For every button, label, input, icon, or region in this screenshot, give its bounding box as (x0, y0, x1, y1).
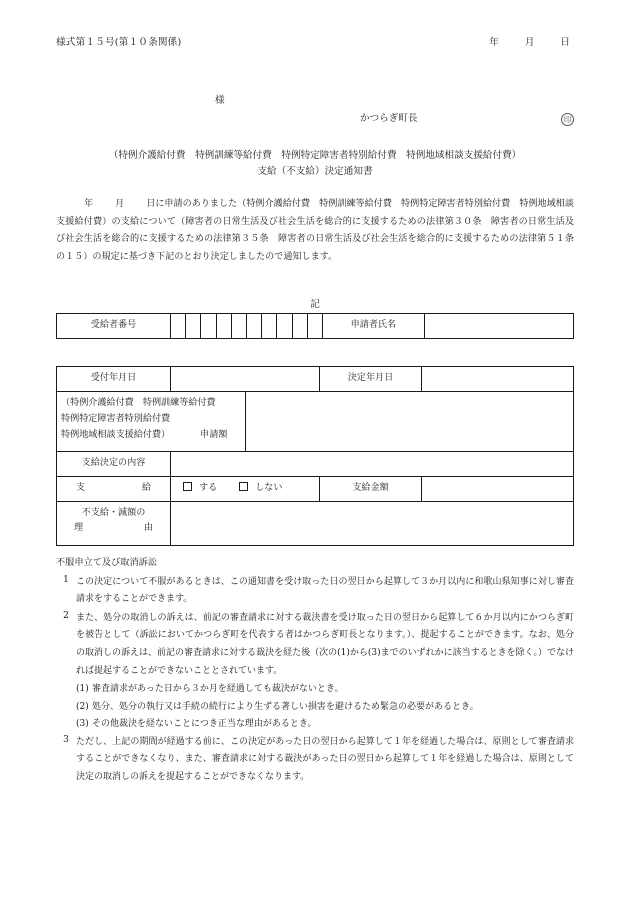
header-month-label: 月 (524, 37, 535, 48)
payment-amount-label: 支給金額 (320, 477, 422, 502)
payment-no-option[interactable] (239, 482, 282, 496)
decision-content-label: 支給決定の内容 (57, 452, 171, 477)
table-row (57, 477, 574, 502)
recipient-number-cell-1[interactable] (171, 314, 186, 339)
reason-label-line2a: 理 (74, 523, 84, 534)
recipient-number-cell-6[interactable] (246, 314, 261, 339)
receipt-date-value[interactable] (171, 367, 320, 392)
sub-note-text-1: 審査請求があった日から３か月を経過しても裁決がないとき。 (92, 684, 344, 695)
reason-label-line2b: 由 (143, 523, 153, 534)
payment-label (57, 477, 171, 502)
sub-note-number-3: (3) (76, 719, 89, 730)
claim-label-line2: 特例特定障害者特別給付費 (61, 413, 171, 424)
payment-no-label: しない (255, 483, 283, 494)
decision-date-label: 決定年月日 (320, 367, 422, 392)
issuer-name: かつらぎ町長 (360, 113, 418, 124)
reason-label (57, 502, 171, 546)
addressee-honorific: 様 (215, 95, 225, 106)
checkbox-pay-no[interactable] (239, 482, 248, 491)
list-item (56, 610, 574, 680)
decision-content-value[interactable] (171, 452, 574, 477)
list-item (76, 699, 574, 717)
table-row (57, 392, 574, 452)
claim-amount-label (57, 392, 246, 452)
ki-marker: 記 (310, 299, 320, 310)
header-year-label: 年 (489, 37, 499, 48)
list-item (56, 734, 574, 787)
body-lead-text: 日に申請のありました（特例介護給付費 特例訓練等給付費 特例特定障害者特別給付費 特例 (146, 199, 538, 209)
body-rest-text: 地域相談支援給付費）の支給について（障害者の日常生活及び社会生活を総合的に支援するための法律第３０条 障害者の日常生活及び社会生活を総合的に支援するための法律第３５条 障害者の日常生活及び社会生活を総合的に支援するための法律第５１条の１５）の規定に基づき下記のとおり決定しましたので通知します。 (56, 199, 574, 263)
body-month-label: 月 (115, 199, 125, 209)
body-year-label: 年 (84, 199, 94, 209)
payment-label-char2: 給 (141, 483, 151, 494)
seal-stamp-icon: 印 (561, 113, 574, 126)
sub-note-text-2: 処分、処分の執行又は手続の続行により生ずる著しい損害を避けるため緊急の必要があるとき。 (92, 701, 479, 712)
header-date-slots (489, 36, 570, 50)
table-row (57, 367, 574, 392)
recipient-number-cell-3[interactable] (201, 314, 216, 339)
reason-label-line1: 不支給・減額の (81, 508, 146, 518)
sub-note-number-2: (2) (76, 701, 89, 712)
issuer-line (360, 112, 574, 126)
recipient-number-cell-9[interactable] (292, 314, 307, 339)
note-number-2: 2 (63, 610, 69, 621)
table-row (57, 502, 574, 546)
table-row (57, 452, 574, 477)
recipient-table (56, 313, 574, 339)
payment-label-char1: 支 (76, 483, 86, 494)
page-title (56, 148, 574, 181)
page-title-line1: （特例介護給付費 特例訓練等給付費 特例特定障害者特別給付費 特例地域相談支援給付費） (108, 150, 522, 161)
form-number: 様式第１５号(第１０条関係) (56, 37, 182, 48)
payment-options (171, 477, 320, 502)
table-row (57, 314, 574, 339)
claim-label-line1: （特例介護給付費 特例訓練等給付費 (61, 398, 216, 408)
body-paragraph (56, 196, 574, 267)
sub-note-text-3: その他裁決を経ないことにつき正当な理由があるとき。 (92, 719, 317, 730)
reason-value[interactable] (171, 502, 574, 546)
note-number-3: 3 (63, 734, 69, 745)
decision-table (56, 366, 574, 546)
claim-amount-value[interactable] (245, 392, 574, 452)
claim-label-line3: 特例地域相談支援給付費） (61, 429, 171, 440)
applicant-name-label: 申請者氏名 (322, 314, 424, 339)
appeal-notes-section (56, 556, 574, 787)
header-day-label: 日 (560, 37, 570, 48)
recipient-number-cell-5[interactable] (231, 314, 246, 339)
payment-yes-option[interactable] (183, 482, 217, 496)
form-header (56, 36, 574, 50)
payment-yes-label: する (199, 483, 218, 494)
page-title-line2: 支給（不支給）決定通知書 (257, 166, 373, 178)
recipient-number-cell-2[interactable] (186, 314, 201, 339)
list-item (76, 681, 574, 699)
note-number-1: 1 (63, 574, 69, 585)
recipient-number-cell-7[interactable] (262, 314, 277, 339)
recipient-number-cell-10[interactable] (307, 314, 322, 339)
list-item (56, 574, 574, 609)
note-text-2: また、処分の取消しの訴えは、前記の審査請求に対する裁決書を受け取った日の翌日から起算して６か月以内にかつらぎ町を被告として（訴訟においてかつらぎ町を代表する者はかつらぎ町長となります。）、提起することができます。なお、処分の取消しの訴えは、前記の審査請求に対する裁決を経た後（次の(1)から(3)までのいずれかに該当するときを除く。）でなければ提起することができないこととされています。 (76, 612, 574, 676)
decision-date-value[interactable] (422, 367, 574, 392)
receipt-date-label: 受付年月日 (57, 367, 171, 392)
note-text-3: ただし、上記の期間が経過する前に、この決定があった日の翌日から起算して１年を経過した場合は、原則として審査請求することができなくなり、また、審査請求に対する裁決があった日の翌日から起算して１年を経過した場合は、原則として決定の取消しの訴えを提起することができなくなります。 (76, 736, 574, 782)
recipient-number-cell-8[interactable] (277, 314, 292, 339)
recipient-number-cell-4[interactable] (216, 314, 231, 339)
claim-label-line3-wrap (61, 428, 242, 444)
list-item (76, 716, 574, 734)
claim-label-amount: 申請額 (200, 429, 228, 440)
note-text-1: この決定について不服があるときは、この通知書を受け取った日の翌日から起算して３か月以内に和歌山県知事に対し審査請求をすることができます。 (76, 576, 574, 605)
appeal-notes-title: 不服申立て及び取消訴訟 (56, 557, 158, 568)
applicant-name-value[interactable] (424, 314, 573, 339)
sub-note-number-1: (1) (76, 684, 89, 695)
payment-amount-value[interactable] (422, 477, 574, 502)
recipient-number-label: 受給者番号 (57, 314, 171, 339)
checkbox-pay-yes[interactable] (183, 482, 192, 491)
